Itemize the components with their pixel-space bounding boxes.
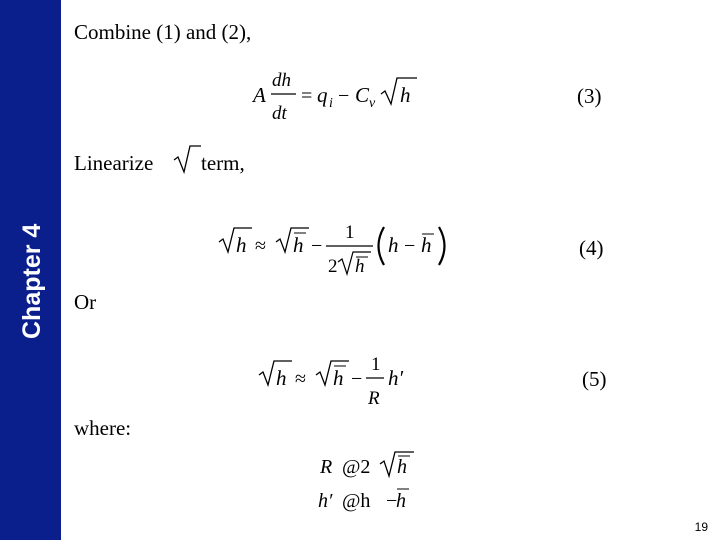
def-R-symbol: @2 [342,456,371,478]
def-R-hbar: h [397,456,407,478]
chapter-label: Chapter 4 [18,223,46,339]
eq5-h: h [276,366,287,390]
eq5-minus: − [351,368,363,390]
eq3-sqrt-symbol [381,78,417,104]
definition-hprime [316,482,426,516]
eq4-two: 2 [328,256,338,277]
eq3-q: q [317,83,328,107]
or-text: Or [74,290,97,314]
eq3-minus: − [338,85,350,107]
def-R-label: R [320,456,333,478]
eq4-approx: ≈ [255,235,266,257]
eq4-h: h [236,233,247,257]
equation-3 [245,64,435,126]
eq5-one: 1 [371,354,381,375]
where-text: where: [74,416,132,440]
sqrt-term-symbol [172,140,202,176]
intro-text: Combine (1) and (2), [74,20,252,44]
equation-4 [215,218,455,284]
equation-5 [255,348,415,410]
term-text: term, [201,151,245,175]
eq4-hbar2: h [355,256,365,277]
eq5-R: R [368,388,380,409]
eq3-q-sub: i [329,96,333,111]
eq5-approx: ≈ [295,368,306,390]
def-h-hbar: h [396,490,406,512]
eq4-hbar3: h [421,233,432,257]
eq4-hbar: h [293,233,304,257]
eq4-h3: h [388,233,399,257]
def-h-symbol: @h [342,490,371,512]
eq3-C: C [355,83,370,107]
eq4-one: 1 [345,222,355,243]
eq3-dh: dh [272,70,291,91]
eq3-h: h [400,83,411,107]
definition-R [316,448,426,482]
eq5-number: (5) [582,367,607,391]
page-number: 19 [694,520,708,534]
eq3-dt: dt [272,103,287,124]
def-h-hprime: h′ [318,490,333,512]
eq3-equals: = [301,85,313,107]
eq3-number: (3) [577,84,602,108]
eq5-hbar: h [333,366,344,390]
eq3-A: A [253,83,266,107]
eq5-hprime: h′ [388,366,404,390]
eq4-minus2: − [404,235,416,257]
eq3-C-sub: v [369,96,376,111]
eq4-number: (4) [579,236,604,260]
def-h-minus: − [386,490,398,512]
eq4-minus: − [311,235,323,257]
linearize-text: Linearize [74,151,154,175]
chapter-sidebar [0,0,61,540]
